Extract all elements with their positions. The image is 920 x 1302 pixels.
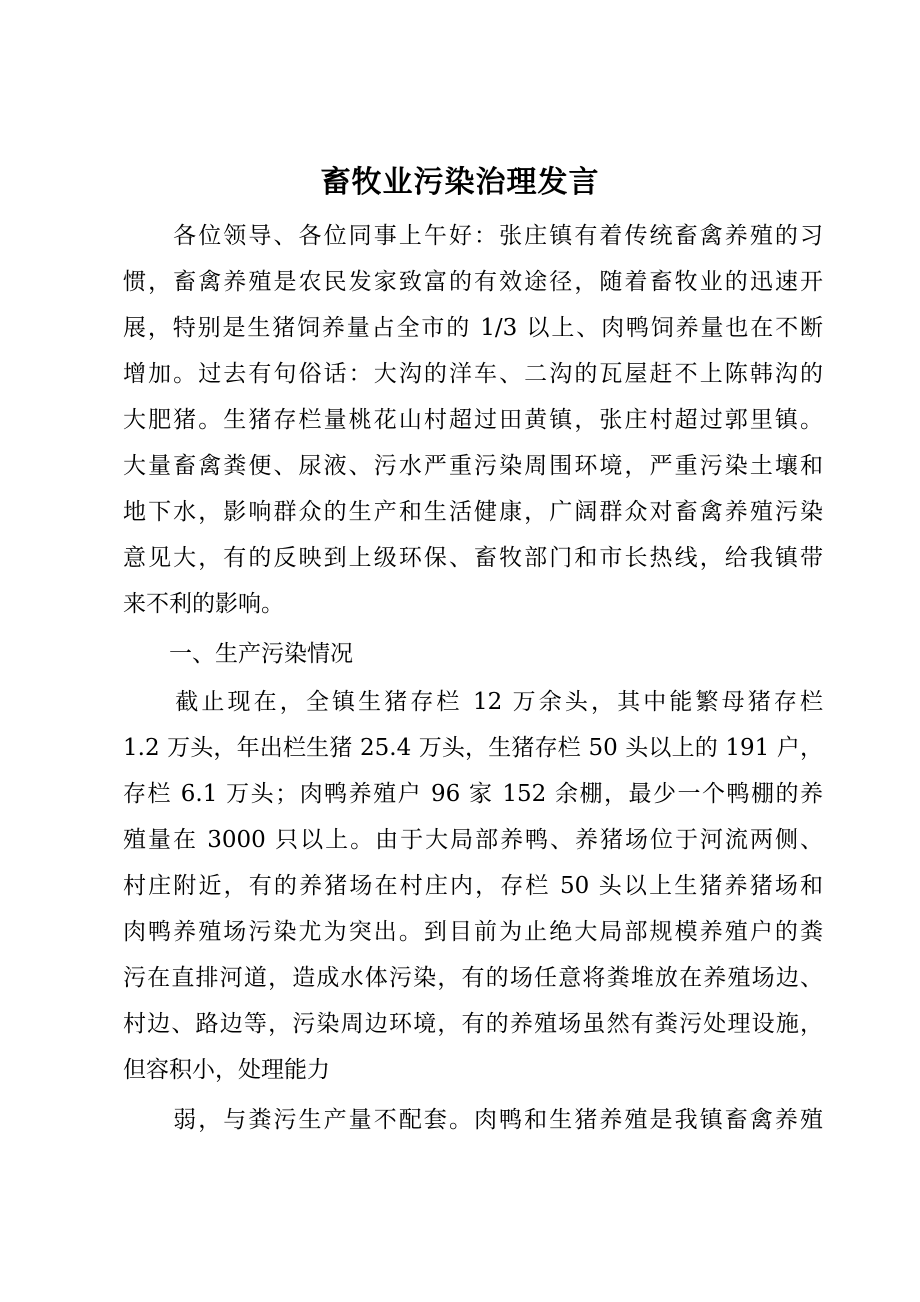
paragraph-line: 肉鸭养殖场污染尤为突出。到目前为止绝大局部规模养殖户的粪 [123,919,823,945]
paragraph-line: 截止现在，全镇生猪存栏 12 万余头，其中能繁母猪存栏 [123,689,823,715]
paragraph-line: 污在直排河道，造成水体污染，有的场任意将粪堆放在养殖场边、 [123,965,823,991]
paragraph-line: 但容积小，处理能力 [123,1057,330,1083]
paragraph-line: 来不利的影响。 [123,591,284,617]
paragraph-line: 增加。过去有句俗话：大沟的洋车、二沟的瓦屋赶不上陈韩沟的 [123,361,823,387]
document-title: 畜牧业污染治理发言 [320,165,600,200]
paragraph-line: 1.2 万头，年出栏生猪 25.4 万头，生猪存栏 50 头以上的 191 户， [123,735,823,761]
paragraph-line: 惯，畜禽养殖是农民发家致富的有效途径，随着畜牧业的迅速开 [123,269,823,295]
paragraph-line: 村边、路边等，污染周边环境，有的养殖场虽然有粪污处理设施， [123,1011,823,1037]
paragraph-line: 各位领导、各位同事上午好：张庄镇有着传统畜禽养殖的习 [123,223,823,249]
paragraph-line: 殖量在 3000 只以上。由于大局部养鸭、养猪场位于河流两侧、 [123,827,823,853]
paragraph-line: 展，特别是生猪饲养量占全市的 1/3 以上、肉鸭饲养量也在不断 [123,315,823,341]
paragraph-line: 存栏 6.1 万头；肉鸭养殖户 96 家 152 余棚，最少一个鸭棚的养 [123,781,823,807]
paragraph-line: 大量畜禽粪便、尿液、污水严重污染周围环境，严重污染土壤和 [123,453,823,479]
paragraph-line: 村庄附近，有的养猪场在村庄内，存栏 50 头以上生猪养猪场和 [123,873,823,899]
paragraph-line: 弱，与粪污生产量不配套。肉鸭和生猪养殖是我镇畜禽养殖 [123,1107,823,1133]
paragraph-line: 大肥猪。生猪存栏量桃花山村超过田黄镇，张庄村超过郭里镇。 [123,407,823,433]
section-heading: 一、生产污染情况 [123,641,353,667]
paragraph-line: 地下水，影响群众的生产和生活健康，广阔群众对畜禽养殖污染 [123,499,823,525]
paragraph-line: 意见大，有的反映到上级环保、畜牧部门和市长热线，给我镇带 [123,545,823,571]
